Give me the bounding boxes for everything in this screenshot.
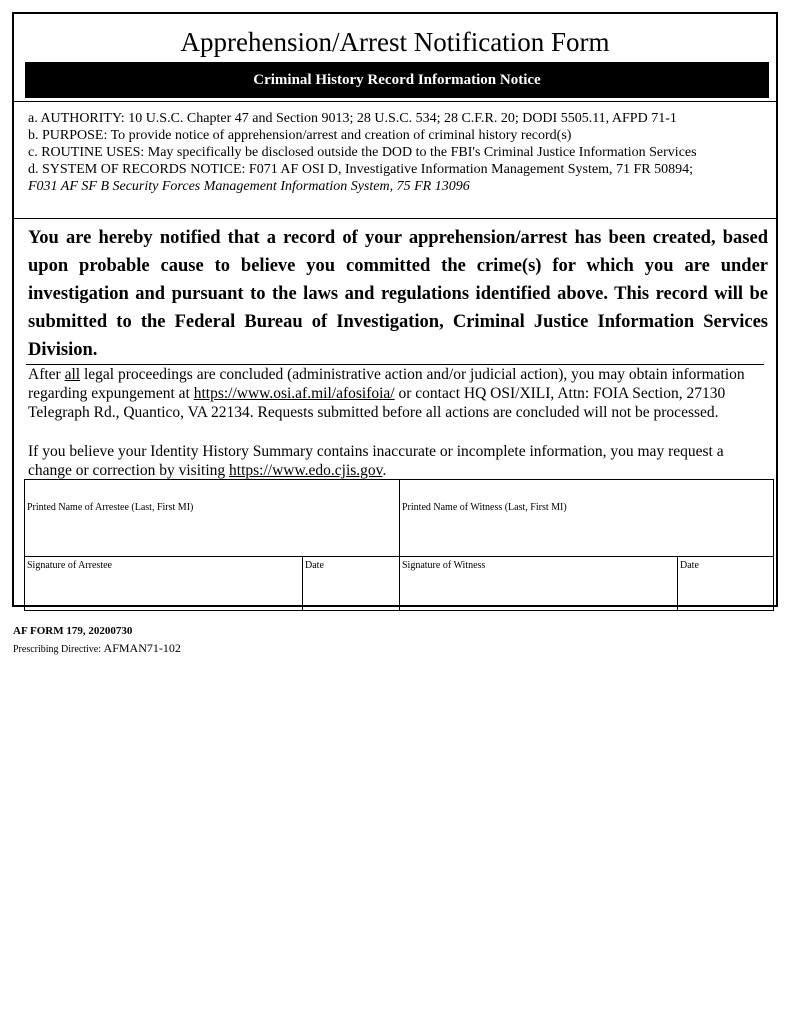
system-of-records-line: d. SYSTEM OF RECORDS NOTICE: F071 AF OSI D, Investigative Information Management System, 71 FR 50894; — [28, 162, 693, 177]
routine-uses-line: c. ROUTINE USES: May specifically be disclosed outside the DOD to the FBI's Criminal Justice Information Services — [28, 145, 697, 160]
witness-name-field[interactable]: Printed Name of Witness (Last, First MI) — [402, 502, 567, 513]
system-of-records-continuation: F031 AF SF B Security Forces Management Information System, 75 FR 13096 — [28, 179, 470, 194]
expungement-emphasis: all — [64, 366, 81, 383]
arrest-notice-text: You are hereby notified that a record of your apprehension/arrest has been created, based upon probable cause to believe you committed the crime(s) for which you are under investigation and pursuant to the laws and regulations identified above. This record will be submitted to the Federal Bureau of Investigation, Criminal Justice Information Services Division. — [28, 228, 768, 360]
correction-text-post: . — [382, 462, 387, 479]
witness-date-field[interactable]: Date — [680, 560, 699, 571]
form-id: AF FORM 179, 20200730 — [13, 625, 133, 637]
table-vline-date1 — [302, 556, 303, 610]
expungement-text-post: or contact HQ OSI/XILI, Attn: FOIA Section, 27130 Telegraph Rd., Quantico, VA 22134. Requests submitted before all actions are concluded will not be processed. — [28, 385, 726, 421]
expungement-text-mid: legal proceedings are concluded (administrative action and/or judicial action), you may obtain information regarding expungement at — [28, 366, 745, 402]
table-hline — [25, 556, 773, 557]
cjis-link[interactable]: https://www.edo.cjis.gov — [229, 462, 383, 479]
witness-signature-field[interactable]: Signature of Witness — [402, 560, 486, 571]
expungement-text-pre: After — [28, 366, 65, 383]
divider-authority — [14, 218, 776, 219]
directive-label: Prescribing Directive: — [13, 644, 104, 655]
authority-line: a. AUTHORITY: 10 U.S.C. Chapter 47 and Section 9013; 28 U.S.C. 534; 28 C.F.R. 20; DODI 5505.11, AFPD 71-1 — [28, 111, 677, 126]
correction-paragraph — [28, 442, 770, 480]
arrestee-name-field[interactable]: Printed Name of Arrestee (Last, First MI) — [27, 502, 194, 513]
form-title: Apprehension/Arrest Notification Form — [180, 27, 610, 57]
expungement-paragraph — [28, 365, 770, 422]
divider-top — [14, 101, 776, 102]
arrestee-signature-field[interactable]: Signature of Arrestee — [27, 560, 112, 571]
directive-value: AFMAN71-102 — [103, 641, 181, 655]
correction-text-pre: If you believe your Identity History Summary contains inaccurate or incomplete information, you may request a change or correction by visiting — [28, 443, 724, 479]
table-vline-date2 — [677, 556, 678, 610]
authority-section — [28, 110, 768, 195]
prescribing-directive — [13, 641, 181, 656]
purpose-line: b. PURPOSE: To provide notice of apprehension/arrest and creation of criminal history record(s) — [28, 128, 572, 143]
arrestee-date-field[interactable]: Date — [305, 560, 324, 571]
table-vline-center — [399, 480, 400, 610]
signature-table — [24, 479, 774, 611]
foia-link[interactable]: https://www.osi.af.mil/afosifoia/ — [193, 385, 395, 402]
notice-banner: Criminal History Record Information Notice — [25, 62, 769, 98]
form-container — [12, 12, 778, 607]
